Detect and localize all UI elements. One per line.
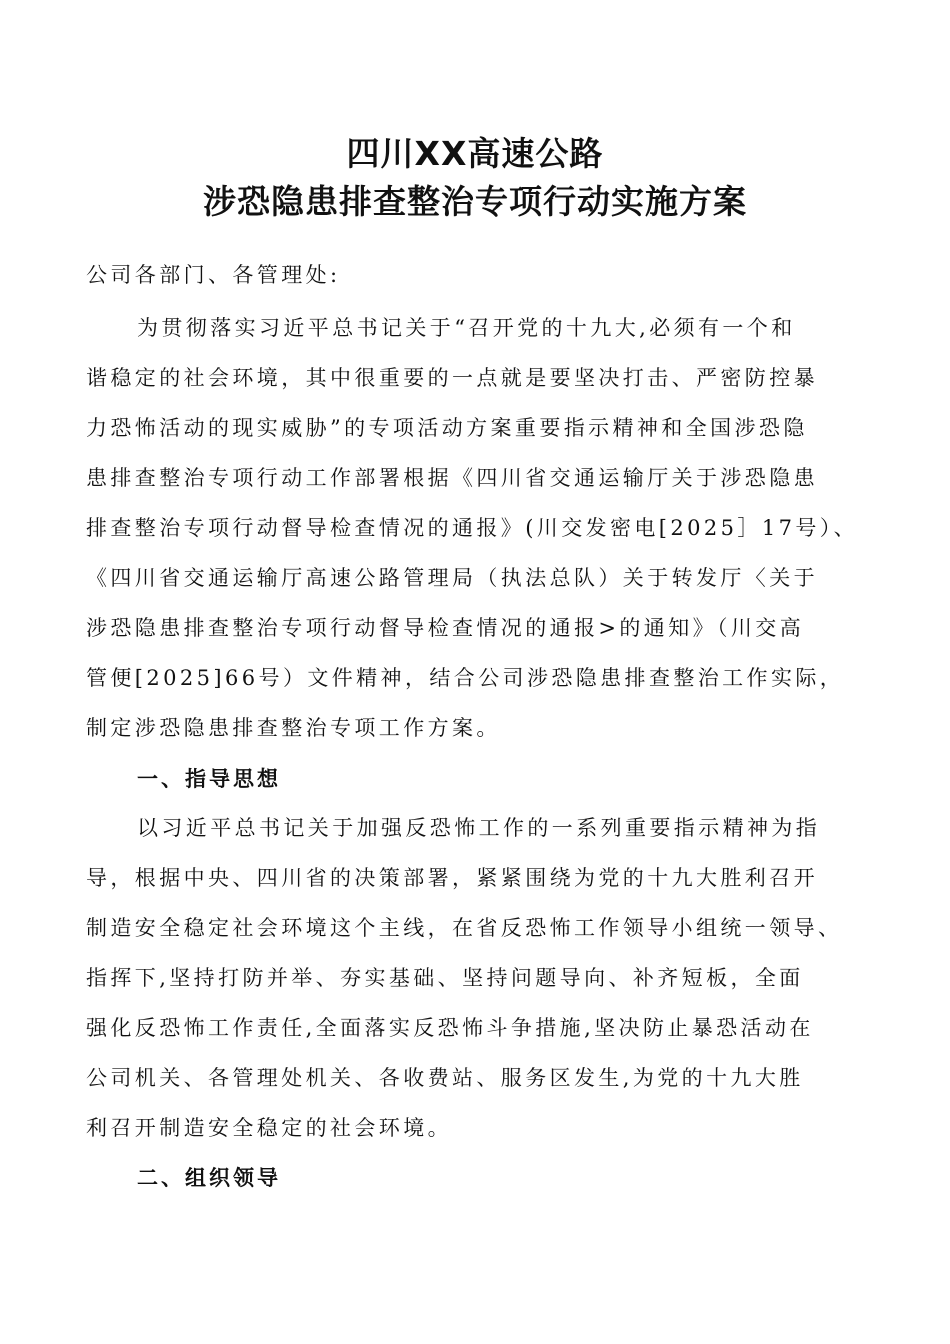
paragraph-line: 以习近平总书记关于加强反恐怖工作的一系列重要指示精神为指 xyxy=(137,816,821,840)
salutation: 公司各部门、各管理处: xyxy=(86,263,341,287)
paragraph-line: 排查整治专项行动督导检查情况的通报》(川交发密电[2025］17号）、 xyxy=(86,516,859,540)
paragraph-line: 谐稳定的社会环境，其中很重要的一点就是要坚决打击、严密防控暴 xyxy=(86,366,818,390)
section-heading-organization-leadership: 二、组织领导 xyxy=(137,1166,281,1190)
paragraph-line: 管便[2025]66号）文件精神，结合公司涉恐隐患排查整治工作实际， xyxy=(86,666,845,690)
paragraph-line: 力恐怖活动的现实威胁”的专项活动方案重要指示精神和全国涉恐隐 xyxy=(86,416,808,440)
document-title-line-2: 涉恐隐患排查整治专项行动实施方案 xyxy=(203,182,747,221)
section-heading-guiding-ideology: 一、指导思想 xyxy=(137,767,281,791)
paragraph-line: 制定涉恐隐患排查整治专项工作方案。 xyxy=(86,716,501,740)
paragraph-line: 利召开制造安全稳定的社会环境。 xyxy=(86,1116,452,1140)
paragraph-line: 涉恐隐患排查整治专项行动督导检查情况的通报>的通知》（川交高 xyxy=(86,616,805,640)
paragraph-line: 为贯彻落实习近平总书记关于“召开党的十九大,必须有一个和 xyxy=(137,316,796,340)
paragraph-line: 强化反恐怖工作责任,全面落实反恐怖斗争措施,坚决防止暴恐活动在 xyxy=(86,1016,814,1040)
paragraph-line: 《四川省交通运输厅高速公路管理局（执法总队）关于转发厅〈关于 xyxy=(86,566,818,590)
paragraph-line: 导，根据中央、四川省的决策部署，紧紧围绕为党的十九大胜利召开 xyxy=(86,866,818,890)
paragraph-line: 指挥下,坚持打防并举、夯实基础、坚持问题导向、补齐短板，全面 xyxy=(86,966,804,990)
paragraph-line: 制造安全稳定社会环境这个主线，在省反恐怖工作领导小组统一领导、 xyxy=(86,916,843,940)
document-title-line-1: 四川XX高速公路 xyxy=(346,134,604,173)
paragraph-line: 患排查整治专项行动工作部署根据《四川省交通运输厅关于涉恐隐患 xyxy=(86,466,818,490)
paragraph-line: 公司机关、各管理处机关、各收费站、服务区发生,为党的十九大胜 xyxy=(86,1066,804,1090)
